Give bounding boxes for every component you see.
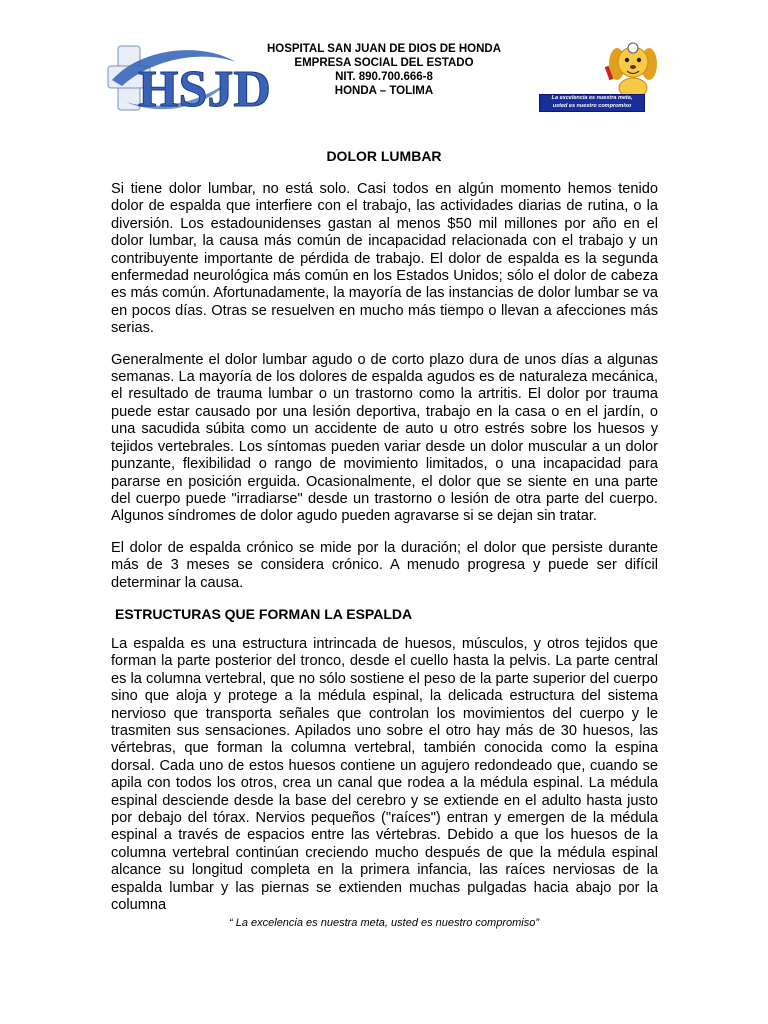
document-header	[0, 38, 768, 118]
mascot-logo	[537, 38, 661, 118]
footer-slogan: “ La excelencia es nuestra meta, usted es nuestro compromiso”	[229, 917, 539, 929]
org-type: EMPRESA SOCIAL DEL ESTADO	[294, 57, 474, 69]
paragraph-2: Generalmente el dolor lumbar agudo o de corto plazo dura de unos días a algunas semanas. La mayoría de los dolores de espalda agudos es de naturaleza mecánica, el resultado de trauma lumbar o un trastorno como la artritis. El dolor por trauma puede estar causado por una lesión deportiva, trabajo en la casa o en el jardín, o una sacudida súbita como un accidente de auto u otro estrés sobre los huesos y tejidos vertebrales. Los síntomas pueden variar desde un dolor muscular a un dolor punzante, flexibilidad o rango de movimiento limitados, o una incapacidad para pararse en posición erguida. Ocasionalmente, el dolor que se siente en una parte del cuerpo puede "irradiarse" desde un trastorno o lesión de otra parte del cuerpo. Algunos síndromes de dolor agudo pueden agravarse si se dejan sin tratar.	[111, 351, 658, 525]
document-title: DOLOR LUMBAR	[326, 148, 442, 164]
hospital-logo	[108, 40, 271, 120]
document-body	[111, 181, 658, 928]
slogan-line-2: usted es nuestro compromiso	[552, 102, 632, 109]
paragraph-4: La espalda es una estructura intrincada de huesos, músculos, y otros tejidos que forman la parte posterior del tronco, desde el cuello hasta la pelvis. La parte central es la columna vertebral, que no sólo sostiene el peso de la parte superior del cuerpo sino que aloja y protege a la médula espinal, la delicada estructura del sistema nervioso que transporta señales que controlan los movimientos del cuerpo y le trasmiten sus sensaciones. Apilados uno sobre el otro hay más de 30 huesos, las vértebras, que forman la columna vertebral, también conocida como la espina dorsal. Cada uno de estos huesos contiene un agujero redondeado que, cuando se apila con todos los otros, crea un canal que rodea a la médula espinal. La médula espinal desciende desde la base del cerebro y se extiende en el adulto hasta justo por debajo del tórax. Nervios pequeños ("raíces") entran y emergen de la médula espinal a través de espacios entre las vértebras. Debido a que los huesos de la columna vertebral continúan creciendo mucho después de que la médula espinal alcance su longitud completa en la primera infancia, las raíces nerviosas de la espalda lumbar y las piernas se extienden muchas pulgadas hacia abajo por la columna	[111, 635, 658, 914]
svg-text:HSJD: HSJD	[138, 61, 271, 118]
slogan-line-1: La excelencia es nuestra meta,	[551, 95, 633, 101]
doctor-mascot-icon	[537, 38, 661, 98]
paragraph-1: Si tiene dolor lumbar, no está solo. Casi todos en algún momento hemos tenido dolor de espalda que interfiere con el trabajo, las actividades diarias de rutina, o la diversión. Los estadounidenses gastan al menos $50 mil millones por año en el dolor lumbar, la causa más común de incapacidad relacionada con el trabajo y un contribuyente importante de pérdida de trabajo. El dolor de espalda es la segunda enfermedad neurológica más común en los Estados Unidos; sólo el dolor de cabeza es más común. Afortunadamente, la mayoría de las instancias de dolor lumbar se va en pocos días. Otras se resuelven en mucho más tiempo o llevan a afecciones más serias.	[111, 181, 658, 337]
section-heading: ESTRUCTURAS QUE FORMAN LA ESPALDA	[115, 605, 413, 622]
org-name: HOSPITAL SAN JUAN DE DIOS DE HONDA	[266, 43, 502, 55]
paragraph-3: El dolor de espalda crónico se mide por la duración; el dolor que persiste durante más de 3 meses se considera crónico. A menudo progresa y puede ser difícil determinar la causa.	[111, 539, 658, 591]
slogan-badge	[539, 94, 645, 112]
org-location: HONDA – TOLIMA	[334, 85, 434, 97]
organization-info	[250, 42, 518, 98]
org-nit: NIT. 890.700.666-8	[335, 71, 433, 83]
hospital-logo-icon	[108, 40, 271, 120]
